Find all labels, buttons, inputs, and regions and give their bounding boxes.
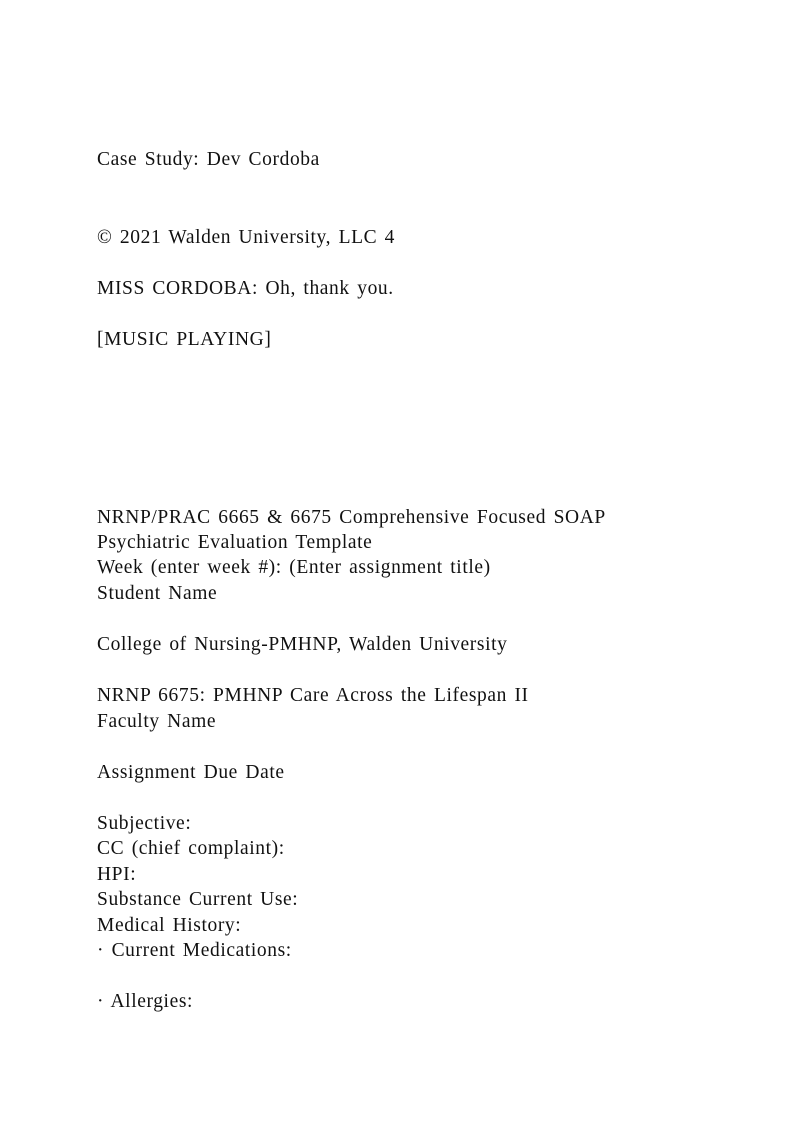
- current-medications-item: · Current Medications:: [97, 940, 292, 961]
- medical-history-label: Medical History:: [97, 915, 242, 936]
- subjective-heading: Subjective:: [97, 813, 192, 834]
- student-name: Student Name: [97, 583, 218, 604]
- course-template-line: NRNP/PRAC 6665 & 6675 Comprehensive Focused SOAP: [97, 507, 606, 528]
- dialogue-line: MISS CORDOBA: Oh, thank you.: [97, 278, 394, 299]
- chief-complaint-label: CC (chief complaint):: [97, 838, 285, 859]
- stage-direction: [MUSIC PLAYING]: [97, 329, 272, 350]
- allergies-item: · Allergies:: [97, 991, 194, 1012]
- case-study-title: Case Study: Dev Cordoba: [97, 149, 320, 170]
- copyright-line: © 2021 Walden University, LLC 4: [97, 227, 396, 248]
- faculty-name: Faculty Name: [97, 711, 217, 732]
- due-date: Assignment Due Date: [97, 762, 285, 783]
- hpi-label: HPI:: [97, 864, 137, 885]
- substance-use-label: Substance Current Use:: [97, 889, 299, 910]
- week-line: Week (enter week #): (Enter assignment title): [97, 557, 491, 578]
- template-title: Psychiatric Evaluation Template: [97, 532, 373, 553]
- college-line: College of Nursing-PMHNP, Walden University: [97, 634, 508, 655]
- course-line: NRNP 6675: PMHNP Care Across the Lifespan II: [97, 685, 529, 706]
